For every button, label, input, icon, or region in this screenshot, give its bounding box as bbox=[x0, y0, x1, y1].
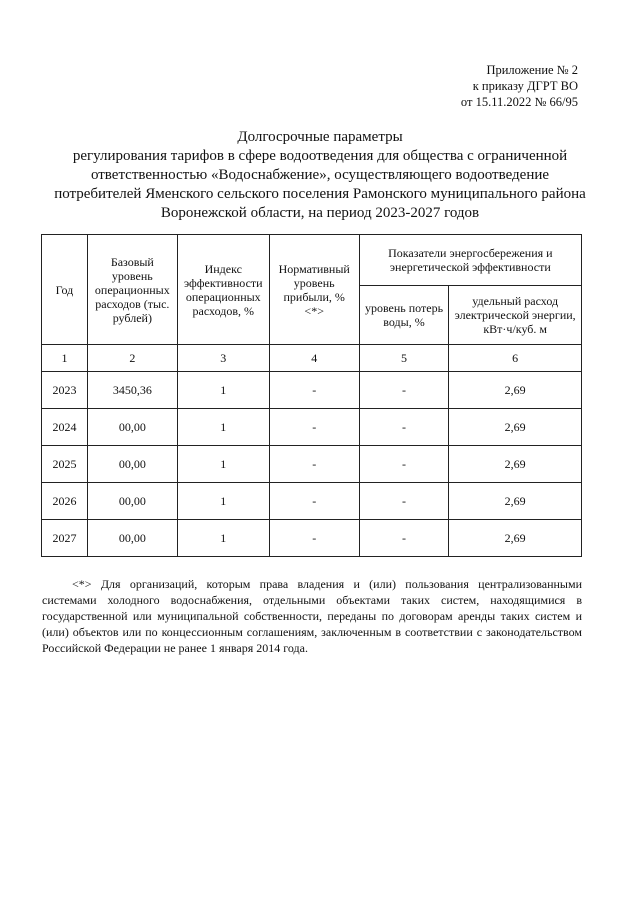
appendix-header bbox=[461, 62, 578, 110]
table-row bbox=[42, 520, 582, 557]
title-line: потребителей Яменского сельского поселения Рамонского муниципального района bbox=[54, 186, 586, 202]
table-row bbox=[42, 483, 582, 520]
table-row bbox=[42, 409, 582, 446]
header-year: Год bbox=[42, 235, 88, 345]
cell-electricity: 2,69 bbox=[449, 372, 582, 409]
cell-profit-level: - bbox=[269, 446, 359, 483]
header-efficiency-index: Индекс эффективности операционных расходов, % bbox=[177, 235, 269, 345]
cell-base-opex: 3450,36 bbox=[87, 372, 177, 409]
column-number: 6 bbox=[449, 345, 582, 372]
cell-efficiency-index: 1 bbox=[177, 409, 269, 446]
cell-year: 2024 bbox=[42, 409, 88, 446]
cell-efficiency-index: 1 bbox=[177, 372, 269, 409]
column-number: 4 bbox=[269, 345, 359, 372]
cell-year: 2027 bbox=[42, 520, 88, 557]
cell-water-loss: - bbox=[359, 372, 449, 409]
column-numbers-row bbox=[42, 345, 582, 372]
cell-electricity: 2,69 bbox=[449, 483, 582, 520]
header-water-loss: уровень потерь воды, % bbox=[359, 286, 449, 345]
cell-electricity: 2,69 bbox=[449, 446, 582, 483]
cell-base-opex: 00,00 bbox=[87, 409, 177, 446]
cell-profit-level: - bbox=[269, 520, 359, 557]
cell-water-loss: - bbox=[359, 520, 449, 557]
table-row bbox=[42, 372, 582, 409]
cell-water-loss: - bbox=[359, 483, 449, 520]
column-number: 3 bbox=[177, 345, 269, 372]
cell-efficiency-index: 1 bbox=[177, 446, 269, 483]
header-profit-level: Нормативный уровень прибыли, % <*> bbox=[269, 235, 359, 345]
appendix-order-ref: к приказу ДГРТ ВО bbox=[472, 79, 578, 93]
cell-electricity: 2,69 bbox=[449, 409, 582, 446]
tariff-parameters-table bbox=[41, 234, 582, 557]
footnote: <*> Для организаций, которым права владения и (или) пользования централизованными системами холодного водоснабжения, отдельными объектами таких систем, находящимися в государственной или муниципальной собственности, переданы по договорам аренды таких систем и (или) объектов или по концессионным соглашениям, заключенным в соответствии с законодательством Российской Федерации не ранее 1 января 2014 года. bbox=[42, 577, 582, 655]
cell-year: 2023 bbox=[42, 372, 88, 409]
cell-electricity: 2,69 bbox=[449, 520, 582, 557]
header-base-opex: Базовый уровень операционных расходов (тыс. рублей) bbox=[87, 235, 177, 345]
title-line: Долгосрочные параметры bbox=[237, 129, 403, 145]
cell-profit-level: - bbox=[269, 372, 359, 409]
column-number: 1 bbox=[42, 345, 88, 372]
cell-efficiency-index: 1 bbox=[177, 483, 269, 520]
title-line: регулирования тарифов в сфере водоотведения для общества с ограниченной bbox=[72, 148, 568, 164]
title-line: ответственностью «Водоснабжение», осуществляющего водоотведение bbox=[90, 167, 550, 183]
column-number: 5 bbox=[359, 345, 449, 372]
header-electricity-consumption: удельный расход электрической энергии, кВт·ч/куб. м bbox=[449, 286, 582, 345]
cell-year: 2026 bbox=[42, 483, 88, 520]
appendix-number: Приложение № 2 bbox=[486, 63, 578, 77]
cell-base-opex: 00,00 bbox=[87, 446, 177, 483]
cell-base-opex: 00,00 bbox=[87, 520, 177, 557]
cell-profit-level: - bbox=[269, 409, 359, 446]
header-energy-group: Показатели энергосбережения и энергетической эффективности bbox=[359, 235, 581, 286]
document-title bbox=[30, 128, 610, 223]
appendix-order-date: от 15.11.2022 № 66/95 bbox=[460, 95, 578, 109]
cell-efficiency-index: 1 bbox=[177, 520, 269, 557]
table-row bbox=[42, 446, 582, 483]
cell-water-loss: - bbox=[359, 409, 449, 446]
cell-water-loss: - bbox=[359, 446, 449, 483]
cell-year: 2025 bbox=[42, 446, 88, 483]
cell-base-opex: 00,00 bbox=[87, 483, 177, 520]
title-line: Воронежской области, на период 2023-2027 годов bbox=[160, 205, 480, 221]
column-number: 2 bbox=[87, 345, 177, 372]
cell-profit-level: - bbox=[269, 483, 359, 520]
